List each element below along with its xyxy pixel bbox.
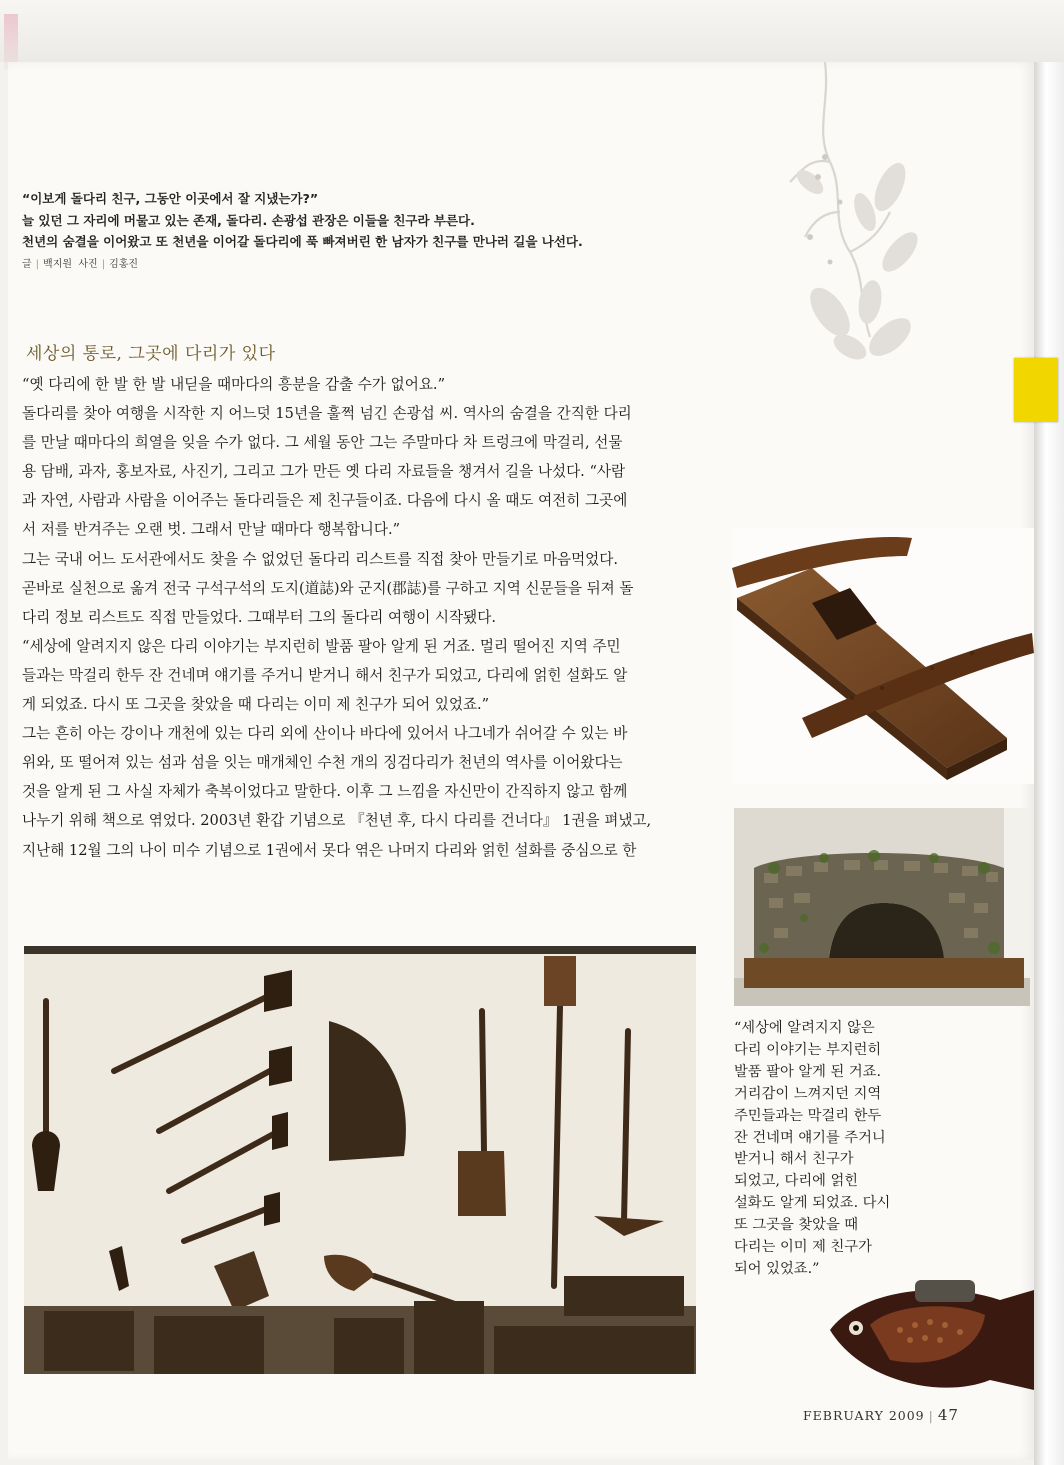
body-line: 위와, 또 떨어져 있는 섬과 섬을 잇는 매개체인 수천 개의 징검다리가 천년의 역사를 이어왔다는 <box>22 754 623 772</box>
photo-fish-lock <box>820 1270 1034 1400</box>
page-number: 47 <box>937 1406 959 1424</box>
photo-tools-wall <box>24 946 696 1374</box>
photo-wooden-tool <box>732 528 1034 784</box>
quote-line: 주민들과는 막걸리 한두 <box>734 1107 882 1124</box>
page-edge <box>1034 62 1064 1465</box>
quote-line: 다리 이야기는 부지런히 <box>734 1041 882 1058</box>
quote-line: 받거니 해서 친구가 <box>734 1151 854 1168</box>
lead-line: 늘 있던 그 자리에 머물고 있는 존재, 돌다리. 손광섭 관장은 이들을 친구라 부른다. <box>22 212 475 228</box>
body-line: “세상에 알려지지 않은 다리 이야기는 부지런히 발품 팔아 알게 된 거죠. 멀리 떨어진 지역 주민 <box>22 637 621 655</box>
body-line: 그는 흔히 아는 강이나 개천에 있는 다리 외에 산이나 바다에 있어서 나그네가 쉬어갈 수 있는 바 <box>22 725 628 743</box>
quote-line: “세상에 알려지지 않은 <box>734 1020 875 1036</box>
writer-name: 백지원 <box>43 259 73 270</box>
body-line: 다리 정보 리스트도 직접 만들었다. 그때부터 그의 돌다리 여행이 시작됐다. <box>22 608 496 626</box>
vine-illustration <box>770 62 930 372</box>
quote-line: 잔 건네며 얘기를 주거니 <box>734 1129 886 1146</box>
quote-line: 설화도 알게 되었죠. 다시 <box>734 1195 891 1212</box>
body-line: 돌다리를 찾아 여행을 시작한 지 어느덧 15년을 훌쩍 넘긴 손광섭 씨. 역사의 숨결을 간직한 다리 <box>22 405 632 423</box>
article-body <box>22 370 694 865</box>
page-footer: FEBRUARY 2009 | 47 <box>803 1406 959 1424</box>
quote-line: 되었고, 다리에 얽힌 <box>734 1173 859 1190</box>
body-line: 서 저를 반겨주는 오랜 벗. 그래서 만날 때마다 행복합니다.” <box>22 521 401 539</box>
body-line: 그는 국내 어느 도서관에서도 찾을 수 없었던 돌다리 리스트를 직접 찾아 만들기로 마음먹었다. <box>22 550 619 568</box>
pull-quote <box>734 1018 934 1281</box>
body-line: 용 담배, 과자, 홍보자료, 사진기, 그리고 그가 만든 옛 다리 자료들을 챙겨서 길을 나섰다. “사람 <box>22 463 626 481</box>
photo-label: 사진 <box>78 259 98 270</box>
body-line: 들과는 막걸리 한두 잔 건네며 얘기를 주거니 받거니 해서 친구가 되었고, 다리에 얽힌 설화도 알 <box>22 666 628 684</box>
lead-line: “이보게 돌다리 친구, 그동안 이곳에서 잘 지냈는가?” <box>22 191 319 206</box>
body-line: 나누기 위해 책으로 엮었다. 2003년 환갑 기념으로 『천년 후, 다시 다리를 건너다』 1권을 펴냈고, <box>22 812 652 830</box>
quote-line: 발품 팔아 알게 된 거죠. <box>734 1063 882 1080</box>
photographer-name: 김홍진 <box>109 259 139 270</box>
body-line: “옛 다리에 한 발 한 발 내딛을 때마다의 흥분을 감출 수가 없어요.” <box>22 376 446 393</box>
byline: 글 | 백지원 사진 | 김홍진 <box>22 259 139 270</box>
body-line: 를 만날 때마다의 희열을 잊을 수가 없다. 그 세월 동안 그는 주말마다 차 트렁크에 막걸리, 선물 <box>22 434 623 452</box>
writer-label: 글 <box>22 259 32 270</box>
issue-date: FEBRUARY 2009 <box>803 1408 925 1423</box>
quote-line: 다리는 이미 제 친구가 <box>734 1239 872 1256</box>
scan-top-margin <box>0 0 1064 62</box>
quote-line: 거리감이 느껴지던 지역 <box>734 1085 882 1102</box>
body-line: 것을 알게 된 그 사실 자체가 축복이었다고 말한다. 이후 그 느낌을 자신만이 간직하지 않고 함께 <box>22 783 628 801</box>
body-line: 과 자연, 사람과 사람을 이어주는 돌다리들은 제 친구들이죠. 다음에 다시 올 때도 여전히 그곳에 <box>22 492 628 510</box>
quote-line: 또 그곳을 찾았을 때 <box>734 1217 859 1234</box>
quote-line: 되어 있었죠.” <box>734 1260 820 1277</box>
section-heading: 세상의 통로, 그곳에 다리가 있다 <box>26 344 276 364</box>
body-line: 지난해 12월 그의 나이 미수 기념으로 1권에서 못다 엮은 나머지 다리와 얽힌 설화를 중심으로 한 <box>22 841 637 859</box>
lead-paragraph <box>22 188 662 253</box>
photo-stone-bridge-model <box>734 808 1030 1006</box>
body-line: 게 되었죠. 다시 또 그곳을 찾았을 때 다리는 이미 제 친구가 되어 있었죠.” <box>22 696 490 714</box>
yellow-index-tab <box>1014 358 1058 422</box>
lead-line: 천년의 숨결을 이어왔고 또 천년을 이어갈 돌다리에 푹 빠져버린 한 남자가 친구를 만나러 길을 나선다. <box>22 234 583 249</box>
body-line: 곧바로 실천으로 옮겨 전국 구석구석의 도지(道誌)와 군지(郡誌)를 구하고 지역 신문들을 뒤져 돌 <box>22 579 634 597</box>
